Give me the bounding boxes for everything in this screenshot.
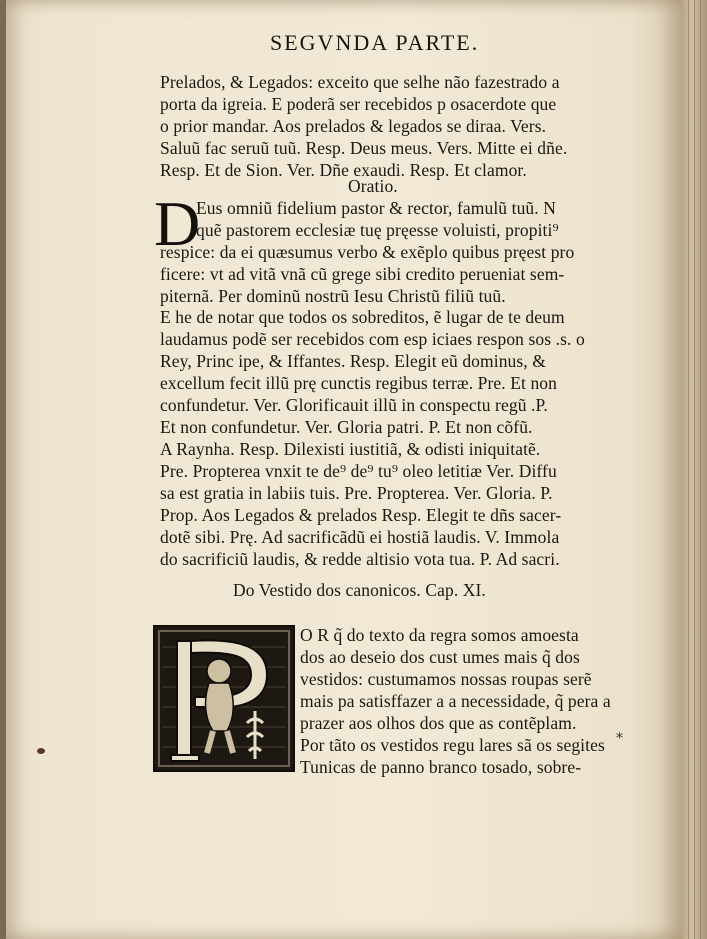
text-line: Eus omniũ fidelium pastor & rector, famulũ tuũ. N [196,198,556,218]
text-line: Saluũ fac seruũ tuũ. Resp. Deus meus. Vers. Mitte ei dñe. [160,138,568,158]
text-line: porta da igreia. E poderã ser recebidos p osacerdote que [160,94,557,114]
woodcut-letter-glyph: P [179,744,184,753]
oratio-heading: Oratio. [348,176,398,196]
text-line: Resp. Et de Sion. Ver. Dñe exaudi. Resp. Et clamor. [160,160,527,180]
text-line: Prelados, & Legados: exceito que selhe não fazestrado a [160,72,560,92]
text-line: piternã. Per dominũ nostrũ Iesu Christũ filiũ tuũ. [160,286,506,306]
drop-cap-d: D [154,188,201,259]
page-edge [682,0,707,939]
text-line: do sacrificiũ laudis, & redde altisio vota tua. P. Ad sacri. [160,549,560,569]
chapter-heading: Do Vestido dos canonicos. Cap. XI. [233,580,486,600]
text-line: prazer aos olhos dos que as contẽplam. [300,713,577,733]
text-line: laudamus podẽ ser recebidos com esp iciaes respon sos .s. o [160,329,585,349]
text-line: excellum fecit illũ prę cunctis regibus terræ. Pre. Et non [160,373,558,393]
woodcut-illustration [155,627,293,770]
text-line: mais pa satisffazer a a necessidade, q̃ pera a [300,691,611,711]
text-line: A Raynha. Resp. Dilexisti iustitiã, & odisti iniquitatẽ. [160,439,541,459]
text-line: Tunicas de panno branco tosado, sobre- [300,757,582,777]
ink-stain [37,748,45,754]
text-line: Rey, Princ ipe, & Iffantes. Resp. Elegit eũ dominus, & [160,351,546,371]
text-line: respice: da ei quæsumus verbo & exẽplo quibus pręest pro [160,242,575,262]
running-header: SEGVNDA PARTE. [270,30,480,55]
text-line: vestidos: custumamos nossas roupas serẽ [300,669,592,689]
text-line: Et non confundetur. Ver. Gloria patri. P. Et non cõfũ. [160,417,533,437]
text-line: E he de notar que todos os sobreditos, ẽ lugar de te deum [160,307,565,327]
text-line: quẽ pastorem ecclesiæ tuę pręesse voluisti, propiti⁹ [196,220,559,240]
text-line: dos ao deseio dos cust umes mais q̃ dos [300,647,580,667]
text-line: Por tãto os vestidos regu lares sã os segites [300,735,605,755]
text-line: Prop. Aos Legados & prelados Resp. Elegit te dñs sacer- [160,505,562,525]
text-line: o prior mandar. Aos prelados & legados se diraa. Vers. [160,116,547,136]
text-line: Pre. Propterea vnxit te de⁹ de⁹ tu⁹ oleo letitiæ Ver. Diffu [160,461,557,481]
text-line: ficere: vt ad vitã vnã cũ grege sibi credito perueniat sem- [160,264,565,284]
text-line: O R q̃ do texto da regra somos amoesta [300,625,579,645]
woodcut-initial-p [153,625,295,772]
text-line: dotẽ sibi. Prę. Ad sacrificãdũ ei hostiã laudis. V. Immola [160,527,560,547]
margin-mark: ⁎ [616,727,623,742]
text-line: confundetur. Ver. Glorificauit illũ in conspectu regũ .P. [160,395,548,415]
text-line: sa est gratia in labiis tuis. Pre. Propterea. Ver. Gloria. P. [160,483,553,503]
